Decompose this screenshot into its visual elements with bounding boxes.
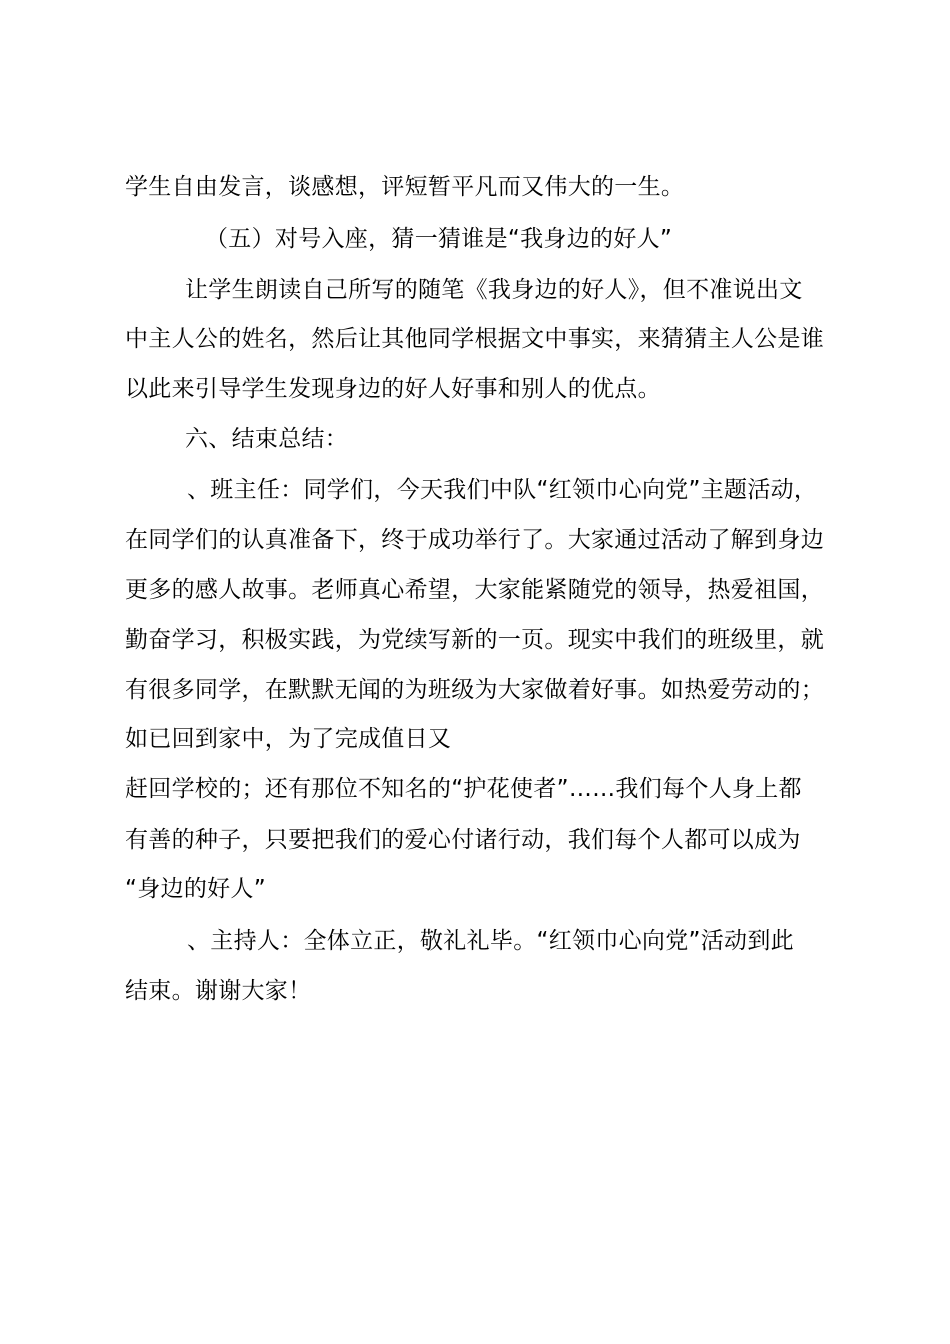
text-line-1: 学生自由发言，谈感想，评短暂平凡而又伟大的一生。 xyxy=(125,174,685,200)
text-line-3: 让学生朗读自己所写的随笔《我身边的好人》，但不准说出文 xyxy=(185,277,803,303)
text-line-14: 有善的种子，只要把我们的爱心付诸行动，我们每个人都可以成为 xyxy=(125,827,801,853)
section-heading-six: 六、结束总结： xyxy=(185,426,349,452)
text-line-13: 赶回学校的；还有那位不知名的“护花使者”……我们每个人身上都 xyxy=(125,776,802,802)
text-line-5: 以此来引导学生发现身边的好人好事和别人的优点。 xyxy=(125,376,661,402)
text-line-9: 更多的感人故事。老师真心希望，大家能紧随党的领导，热爱祖国， xyxy=(125,577,824,603)
text-line-7: 、班主任：同学们，今天我们中队“红领巾心向党”主题活动， xyxy=(187,477,818,503)
text-line-17: 结束。谢谢大家！ xyxy=(125,978,312,1004)
text-line-15: “身边的好人” xyxy=(125,876,266,902)
text-line-12: 如已回到家中，为了完成值日又 xyxy=(125,726,452,752)
section-heading-five: （五）对号入座，猜一猜谁是“我身边的好人” xyxy=(205,226,673,252)
text-line-4: 中主人公的姓名，然后让其他同学根据文中事实，来猜猜主人公是谁 xyxy=(125,326,824,352)
text-line-8: 在同学们的认真准备下，终于成功举行了。大家通过活动了解到身边 xyxy=(125,527,824,553)
text-line-16: 、主持人：全体立正，敬礼礼毕。“红领巾心向党”活动到此 xyxy=(187,928,794,954)
text-line-10: 勤奋学习，积极实践，为党续写新的一页。现实中我们的班级里，就 xyxy=(125,627,824,653)
text-line-11: 有很多同学，在默默无闻的为班级为大家做着好事。如热爱劳动的； xyxy=(125,677,824,703)
